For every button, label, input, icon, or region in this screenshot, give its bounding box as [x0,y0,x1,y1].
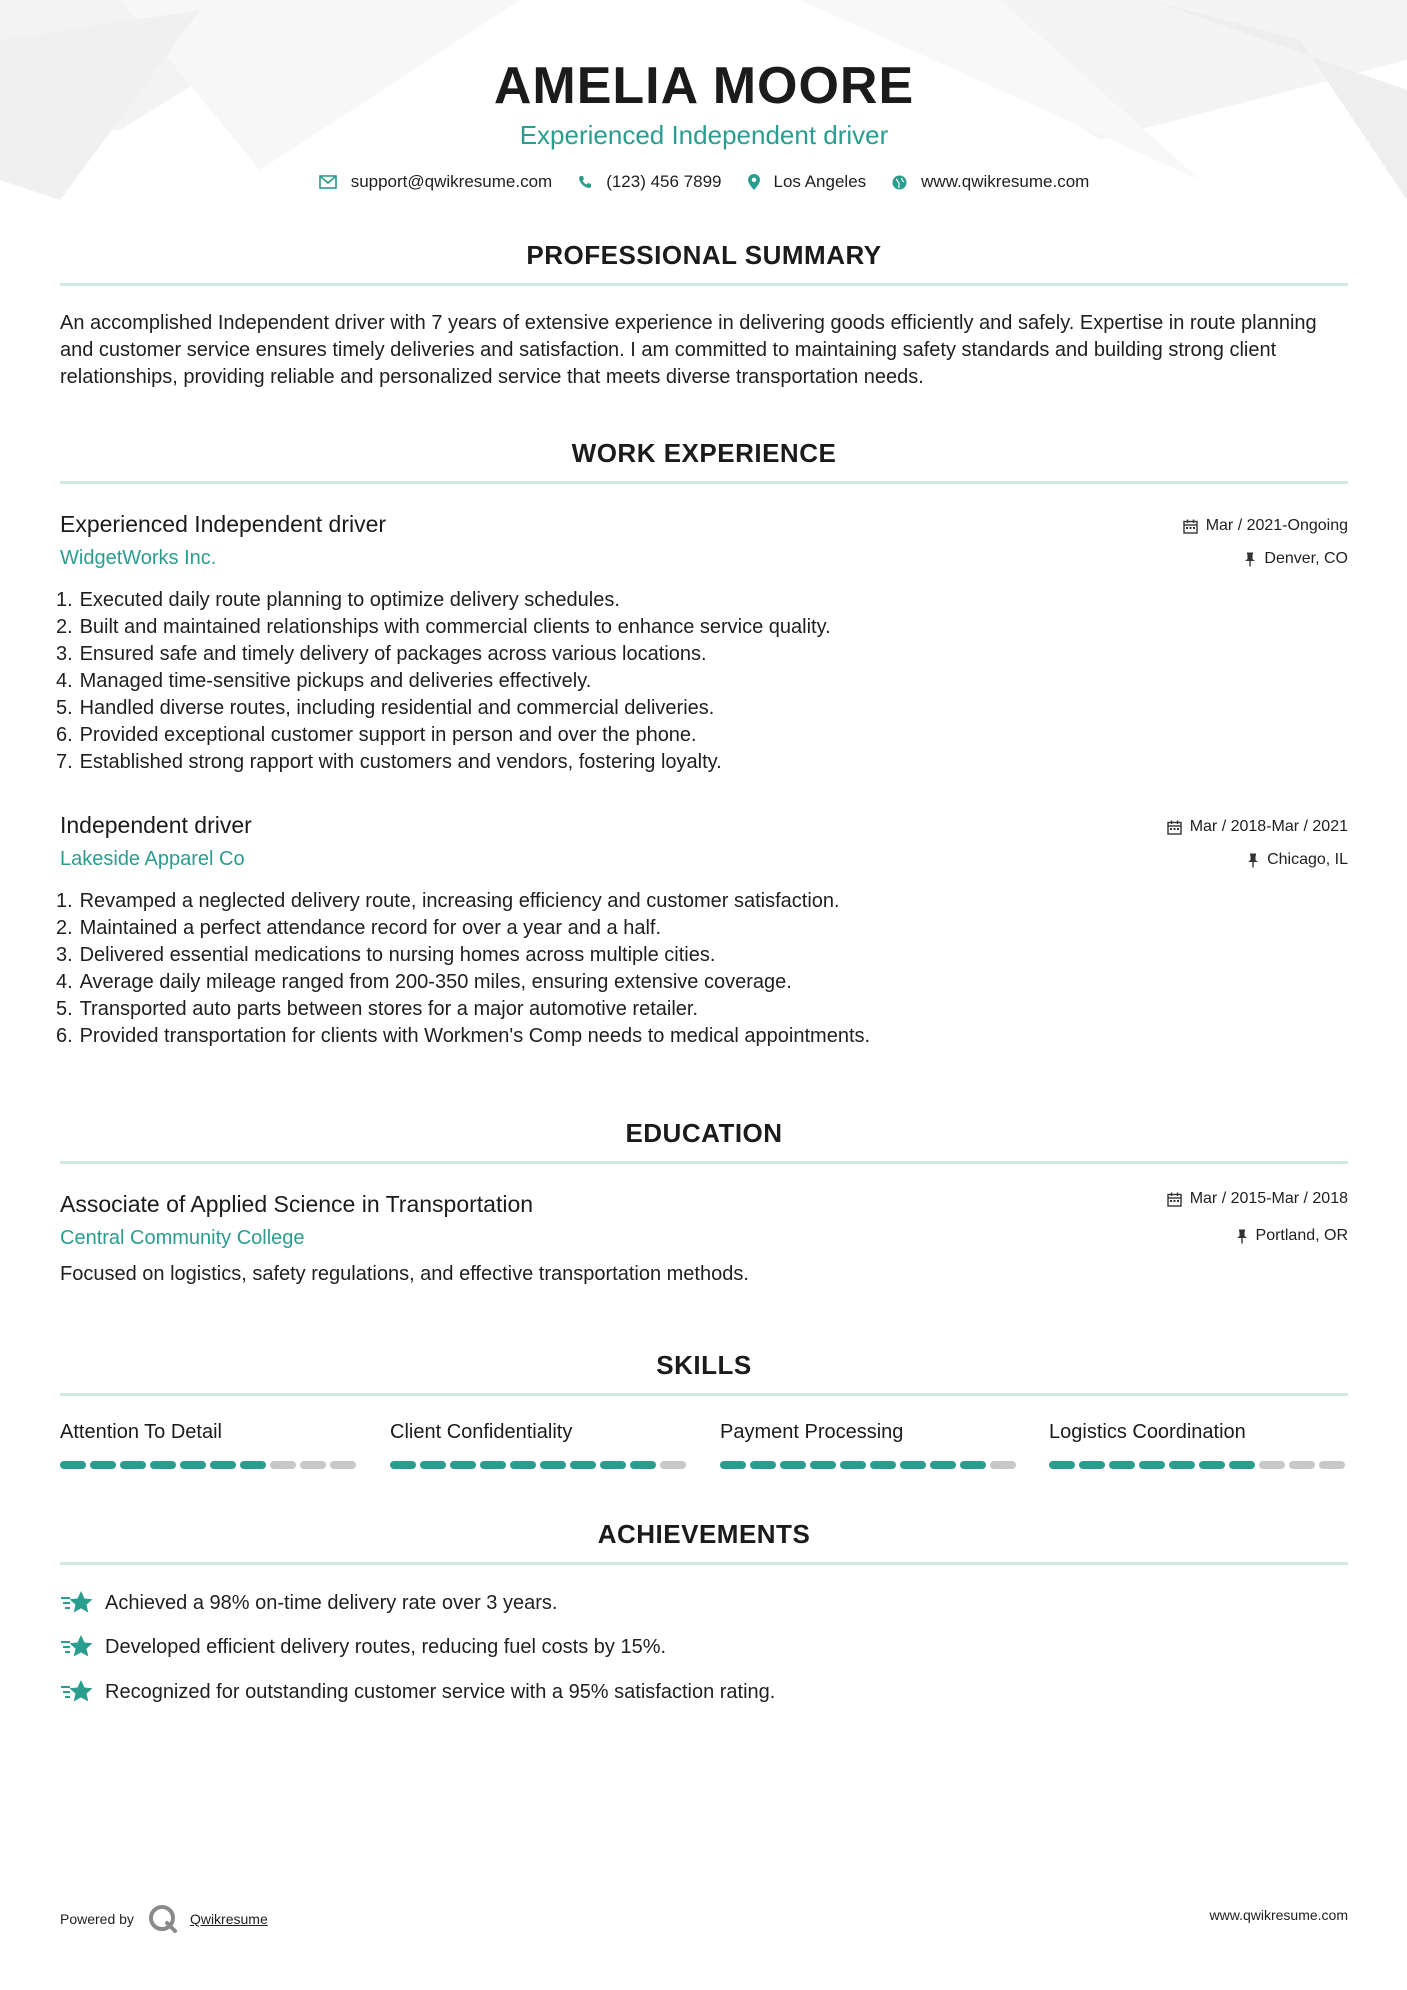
qwikresume-logo-icon [148,1904,178,1934]
education-degree: Associate of Applied Science in Transportation [60,1191,534,1217]
education-dates-text: Mar / 2015-Mar / 2018 [1189,1190,1348,1207]
candidate-name: AMELIA MOORE [493,57,915,115]
contact-email[interactable] [319,172,553,192]
footer-website[interactable]: www.qwikresume.com [1209,1907,1348,1923]
skill-level-segment [180,1461,206,1469]
envelope-icon [319,175,337,189]
phone-icon [578,175,592,189]
footer-powered-by [60,1904,268,1934]
qwikresume-link[interactable]: Qwikresume [189,1911,268,1927]
skill-level-segment [870,1461,896,1469]
skill-level-segment [60,1461,86,1469]
skill-level-segment [300,1461,326,1469]
summary-text: An accomplished Independent driver with 7 years of extensive experience in delivering goods efficiently and safely. Expertise in route planning and customer service ensures timely deliveries and satisfaction. I am committed to maintaining safety standards and building strong client relationships, providing reliable and personalized service that meets diverse transportation needs. [60,312,1317,388]
achievement-item [60,1678,775,1706]
experience-heading: WORK EXPERIENCE [571,438,837,468]
list-item: 3. Ensured safe and timely delivery of packages across various locations. [56,643,707,665]
star-award-icon [60,1633,94,1661]
contact-email-text: support@qwikresume.com [350,172,553,191]
list-item: 1. Revamped a neglected delivery route, increasing efficiency and customer satisfaction. [56,890,840,912]
skill-level-segment [780,1461,806,1469]
education-divider [60,1161,1348,1164]
skill-level-segment [270,1461,296,1469]
skill-level-segment [240,1461,266,1469]
skill-level-segment [600,1461,626,1469]
list-item: 2. Built and maintained relationships with commercial clients to enhance service quality. [56,616,831,638]
pushpin-icon [1247,853,1259,868]
list-item: 1. Executed daily route planning to optimize delivery schedules. [56,589,620,611]
skill-level-segment [390,1461,416,1469]
skill-level-segment [1109,1461,1135,1469]
job-company: WidgetWorks Inc. [60,547,217,569]
skill-level-segment [900,1461,926,1469]
achievement-text: Achieved a 98% on-time delivery rate over 3 years. [105,1591,558,1614]
skill-level-segment [1289,1461,1315,1469]
list-item: 7. Established strong rapport with customers and vendors, fostering loyalty. [56,751,722,773]
achievements-heading: ACHIEVEMENTS [597,1519,811,1549]
map-marker-icon [748,174,760,190]
powered-by-label: Powered by [60,1911,134,1927]
contact-website-text: www.qwikresume.com [921,172,1090,191]
skill-level-segment [720,1461,746,1469]
pushpin-icon [1236,1229,1248,1244]
list-item: 6. Provided transportation for clients with Workmen's Comp needs to medical appointments. [56,1025,871,1047]
job-dates-text: Mar / 2018-Mar / 2021 [1189,818,1348,835]
skills-heading: SKILLS [656,1350,752,1380]
job-company: Lakeside Apparel Co [60,848,245,870]
education-description: Focused on logistics, safety regulations, and effective transportation methods. [60,1263,749,1285]
skill-level-segment [990,1461,1016,1469]
job-title: Independent driver [60,812,252,838]
skill-level-segment [540,1461,566,1469]
skill-name: Attention To Detail [60,1421,222,1443]
skill-name: Payment Processing [720,1421,904,1443]
pushpin-icon [1244,552,1256,567]
skill-level-segment [1259,1461,1285,1469]
skill-level-bar [390,1461,690,1469]
job-dates [1167,818,1348,836]
skill-name: Logistics Coordination [1049,1421,1246,1443]
list-item: 4. Managed time-sensitive pickups and deliveries effectively. [56,670,592,692]
achievement-text: Recognized for outstanding customer service with a 95% satisfaction rating. [105,1680,776,1703]
calendar-icon [1167,820,1182,835]
list-item: 5. Handled diverse routes, including residential and commercial deliveries. [56,697,715,719]
summary-heading: PROFESSIONAL SUMMARY [526,240,882,270]
contact-phone[interactable] [578,172,721,192]
list-item: 3. Delivered essential medications to nursing homes across multiple cities. [56,944,716,966]
list-item: 5. Transported auto parts between stores for a major automotive retailer. [56,998,699,1020]
education-dates [1167,1190,1348,1208]
education-location [1236,1227,1348,1245]
star-award-icon [60,1678,94,1706]
skill-level-segment [1169,1461,1195,1469]
candidate-role: Experienced Independent driver [519,120,889,150]
list-item: 4. Average daily mileage ranged from 200-350 miles, ensuring extensive coverage. [56,971,792,993]
globe-icon [892,175,907,190]
skill-level-segment [150,1461,176,1469]
skill-item [720,1421,1020,1469]
skill-level-segment [1199,1461,1225,1469]
job-dates-text: Mar / 2021-Ongoing [1205,517,1348,534]
calendar-icon [1167,1192,1182,1207]
contact-phone-text: (123) 456 7899 [606,172,722,191]
skill-level-segment [810,1461,836,1469]
list-item: 6. Provided exceptional customer support in person and over the phone. [56,724,697,746]
skill-level-segment [420,1461,446,1469]
job-location-text: Denver, CO [1264,550,1348,567]
job-location-text: Chicago, IL [1267,851,1348,868]
skill-item [60,1421,360,1469]
skill-level-segment [450,1461,476,1469]
skill-level-segment [1049,1461,1075,1469]
skill-level-segment [960,1461,986,1469]
skill-level-segment [930,1461,956,1469]
job-bullets [56,888,1348,1050]
contact-website[interactable] [892,172,1089,192]
skill-level-segment [660,1461,686,1469]
skill-level-segment [210,1461,236,1469]
job-location [1247,851,1348,869]
skill-level-segment [120,1461,146,1469]
skill-level-segment [570,1461,596,1469]
skill-level-segment [330,1461,356,1469]
job-title: Experienced Independent driver [60,511,387,537]
summary-divider [60,283,1348,286]
skill-level-segment [630,1461,656,1469]
achievements-divider [60,1562,1348,1565]
skill-level-segment [1139,1461,1165,1469]
skill-level-segment [840,1461,866,1469]
contact-bar [60,172,1348,192]
job-dates [1183,517,1348,535]
star-award-icon [60,1589,94,1617]
skill-level-segment [750,1461,776,1469]
skill-level-segment [1319,1461,1345,1469]
skill-level-bar [1049,1461,1349,1469]
skill-item [390,1421,690,1469]
skill-level-segment [510,1461,536,1469]
contact-location [748,172,867,192]
skill-level-segment [90,1461,116,1469]
contact-location-text: Los Angeles [773,172,867,191]
list-item: 2. Maintained a perfect attendance record for over a year and a half. [56,917,662,939]
achievement-item [60,1589,557,1617]
skill-level-bar [720,1461,1020,1469]
experience-divider [60,481,1348,484]
education-school: Central Community College [60,1227,305,1249]
job-location [1244,550,1348,568]
achievement-item [60,1633,666,1661]
skill-item [1049,1421,1349,1469]
skill-level-segment [480,1461,506,1469]
calendar-icon [1183,519,1198,534]
education-location-text: Portland, OR [1255,1227,1348,1244]
education-heading: EDUCATION [625,1118,783,1148]
skills-divider [60,1393,1348,1396]
skill-level-segment [1229,1461,1255,1469]
skill-level-segment [1079,1461,1105,1469]
skill-level-bar [60,1461,360,1469]
skill-name: Client Confidentiality [390,1421,573,1443]
job-bullets [56,587,1348,776]
achievement-text: Developed efficient delivery routes, reducing fuel costs by 15%. [105,1635,667,1658]
